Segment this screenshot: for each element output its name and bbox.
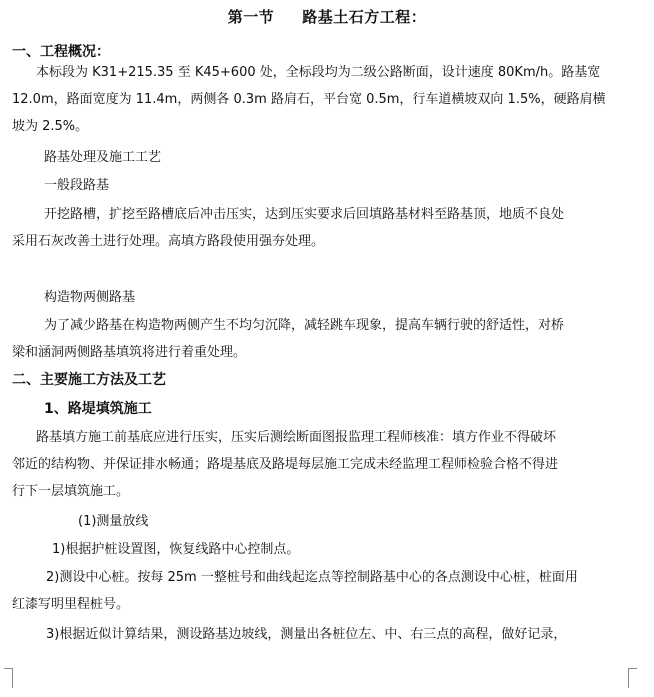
paragraph-line: 12.0m，路面宽度为 11.4m，两侧各 0.3m 路肩石，平台宽 0.5m，行车道横坡双向 1.5%，硬路肩横 (12, 92, 606, 107)
paragraph-line: 路基填方施工前基底应进行压实，压实后测绘断面图报监理工程师核准：填方作业不得破坏 (36, 430, 557, 445)
list-item: 2)测设中心桩。按每 25m 一整桩号和曲线起迄点等控制路基中心的各点测设中心桩，桩面用 (46, 570, 578, 585)
page-corner-mark (4, 668, 12, 669)
subheading-survey-layout: (1)测量放线 (78, 514, 149, 529)
subheading-structure-sides: 构造物两侧路基 (44, 290, 136, 305)
subheading-roadbed-treatment: 路基处理及施工工艺 (44, 150, 162, 165)
paragraph-line: 红漆写明里程桩号。 (12, 597, 130, 612)
paragraph-line: 本标段为 K31+215.35 至 K45+600 处，全标段均为二级公路断面，设计速度 80Km/h。路基宽 (36, 65, 601, 80)
subheading-general-section: 一般段路基 (44, 178, 110, 193)
paragraph-line: 邻近的结构物、并保证排水畅通；路堤基底及路堤每层施工完成未经监理工程师检验合格不得进 (12, 457, 559, 472)
paragraph-line: 梁和涵洞两侧路基填筑将进行着重处理。 (12, 345, 247, 360)
section-title (0, 6, 654, 27)
page-corner-mark (628, 668, 629, 688)
page-corner-mark (12, 668, 13, 688)
paragraph-line: 开挖路槽，扩挖至路槽底后冲击压实，达到压实要求后回填路基材料至路基顶，地质不良处 (44, 207, 565, 222)
page-corner-mark (629, 668, 637, 669)
paragraph-line: 为了减少路基在构造物两侧产生不均匀沉降，减轻跳车现象，提高车辆行驶的舒适性，对桥 (44, 318, 565, 333)
list-item: 1)根据护桩设置图，恢复线路中心控制点。 (52, 542, 300, 557)
heading-embankment-filling: 1、路堤填筑施工 (44, 401, 152, 417)
paragraph-line: 采用石灰改善土进行处理。高填方路段使用强夯处理。 (12, 234, 325, 249)
list-item: 3)根据近似计算结果，测设路基边坡线，测量出各桩位左、中、右三点的高程，做好记录， (46, 627, 567, 642)
heading-project-overview: 一、工程概况： (12, 44, 110, 60)
paragraph-line: 坡为 2.5%。 (12, 119, 89, 134)
section-number: 第一节 (227, 8, 275, 26)
paragraph-line: 行下一层填筑施工。 (12, 484, 130, 499)
heading-main-methods: 二、主要施工方法及工艺 (12, 372, 166, 388)
section-heading: 路基土石方工程： (302, 8, 427, 26)
